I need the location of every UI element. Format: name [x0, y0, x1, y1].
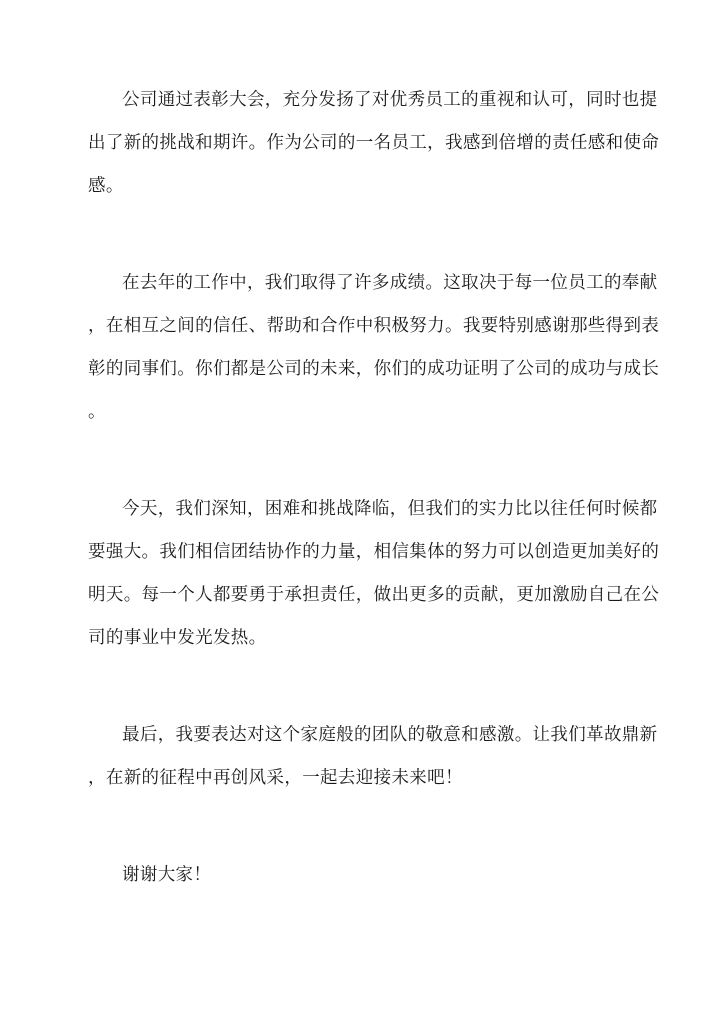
paragraph-line: 在去年的工作中，我们取得了许多成绩。这取决于每一位员工的奉献 [122, 273, 658, 293]
paragraph-line: 谢谢大家！ [122, 865, 212, 885]
paragraph-line: ，在新的征程中再创风采，一起去迎接未来吧！ [88, 768, 463, 788]
paragraph-line: 要强大。我们相信团结协作的力量，相信集体的努力可以创造更加美好的 [88, 542, 660, 562]
paragraph-line: 明天。每一个人都要勇于承担责任，做出更多的贡献，更加激励自己在公 [88, 585, 660, 605]
paragraph-line: ，在相互之间的信任、帮助和合作中积极努力。我要特别感谢那些得到表 [88, 316, 660, 336]
paragraph-line: 出了新的挑战和期许。作为公司的一名员工，我感到倍增的责任感和使命 [88, 133, 660, 153]
paragraph-line: 彰的同事们。你们都是公司的未来，你们的成功证明了公司的成功与成长 [88, 359, 660, 379]
paragraph-line: 感。 [88, 176, 124, 196]
paragraph-line: 最后，我要表达对这个家庭般的团队的敬意和感激。让我们革故鼎新 [122, 725, 658, 745]
paragraph-line: 司的事业中发光发热。 [88, 628, 267, 648]
paragraph-line: 今天，我们深知，困难和挑战降临，但我们的实力比以往任何时候都 [122, 499, 658, 519]
paragraph-line: 。 [88, 402, 106, 422]
paragraph-line: 公司通过表彰大会，充分发扬了对优秀员工的重视和认可，同时也提 [122, 90, 658, 110]
